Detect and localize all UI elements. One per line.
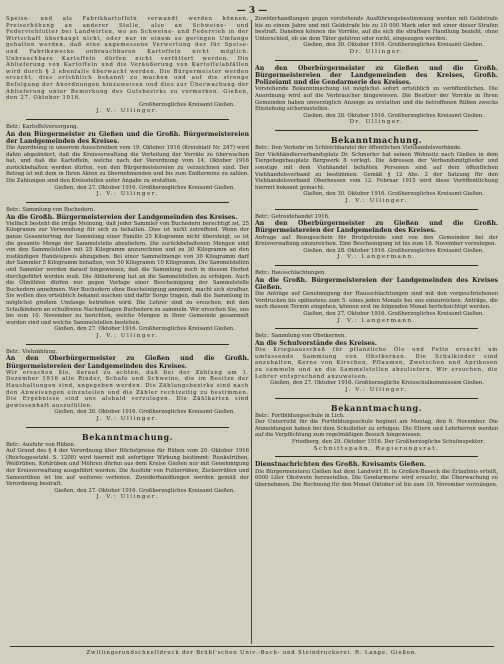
notice-text: Anfrage auf Bezugsschein für Brotgetreide sind von den Gemeinden bei der Kreisverwaltung einzureichen. Eine Bescheinigung ist bis zum 18. November vorzulegen. bbox=[255, 234, 498, 248]
notice-left-3 bbox=[6, 207, 249, 340]
separator bbox=[26, 427, 229, 428]
notice-subject: Betr.: Fortbildungsschule in Lich. bbox=[255, 412, 345, 419]
notice-left-4 bbox=[6, 349, 249, 423]
notice-signer: J. V.: Ullinger. bbox=[345, 197, 408, 204]
notice-headline: An den Oberbürgermeister zu Gießen und die Großh. Bürgermeistereien der Landgemeinden des Kreises. bbox=[255, 220, 498, 235]
notice-right-8 bbox=[255, 461, 498, 488]
notice-headline: Dienstnachrichten des Großh. Kreisamts Gießen. bbox=[255, 461, 426, 469]
separator bbox=[26, 344, 229, 345]
notice-subject: Betr.: Viehzählung. bbox=[6, 348, 58, 355]
notice-title: Bekanntmachung. bbox=[330, 402, 423, 413]
notice-headline: An den Oberbürgermeister zu Gießen und die Großh. Bürgermeistereien der Landgemeinden des Kreises. bbox=[6, 355, 249, 370]
separator bbox=[275, 209, 478, 210]
notice-signer: J. V.: Ullinger. bbox=[96, 415, 159, 422]
notice-left-1 bbox=[6, 16, 249, 115]
notice-sign: Gießen, den 27. Oktober 1916. Großherzogliche Kreisschulkommission Gießen. bbox=[270, 380, 484, 387]
notice-signer: J. V.: Ullinger. bbox=[96, 494, 159, 501]
notice-title: Bekanntmachung. bbox=[81, 431, 174, 442]
separator bbox=[26, 202, 229, 203]
page-number: — 3 — bbox=[236, 6, 268, 16]
separator bbox=[275, 398, 478, 399]
notice-sign: Gießen, den 30. Oktober 1916. Großherzogliches Kreisamt Gießen. bbox=[303, 112, 484, 119]
notice-signer: Dr. Ullinger. bbox=[349, 48, 404, 55]
notice-headline: An die Großh. Bürgermeistereien der Landgemeinden des Kreises. bbox=[6, 213, 238, 221]
notice-headline: An die Großh. Bürgermeistereien der Landgemeinden des Kreises Gießen. bbox=[255, 276, 498, 292]
notice-sign: Gießen, den 30. Oktober 1916. Großherzogliches Kreisamt Gießen. bbox=[54, 409, 235, 416]
right-column bbox=[255, 16, 498, 644]
notice-right-3 bbox=[255, 135, 498, 205]
notice-right-6 bbox=[255, 333, 498, 393]
notice-subject: Betr.: Den Verkehr im Schleichhandel der öffentlichen Viehhandelsverbände. bbox=[255, 145, 462, 152]
notice-subject: Betr.: Kartoffelversorgung. bbox=[6, 124, 79, 131]
notice-right-4 bbox=[255, 214, 498, 262]
separator bbox=[275, 265, 478, 266]
notice-left-5 bbox=[6, 432, 249, 502]
notice-signer: J. V.: Ullinger. bbox=[345, 386, 408, 393]
footer-rule bbox=[10, 646, 494, 647]
notice-subject: Betr.: Sammlung von Obstkernen. bbox=[255, 333, 347, 340]
notice-subject: Betr.: Getreidehandel 1916. bbox=[255, 213, 330, 220]
notice-sign: Gießen, den 30. Oktober 1916. Großherzogliches Kreisamt Gießen. bbox=[303, 191, 484, 198]
notice-text: Der Viehhändlerverbandsplatz Dr. Schmerler hat seinen Wohnsitz nach Gießen in dem Tiergehegebauplatz Bergwerk 8 verlegt. Die Adressen der Verbandsmitglieder und sonstige mit dem Viehhandel befaßten Personen sind auf dem öffentlichen Viehhandelsverband zu bestimmen. Gemäß § 12 Abs. 2 der Satzung für den Viehhandelsverband Oberhessen vom 12. Februar 1915 wird diese Veröffentlichung hiermit bekannt gemacht. bbox=[255, 151, 498, 191]
notice-signer: J. V.: Ullinger. bbox=[96, 191, 159, 198]
notice-text: Vorstehende Bekanntmachung ist möglichst sofort ortsüblich zu veröffentlichen. Die Anordnung wird auf die Verbraucher hingewiesen. Die Besitzer der Vorräte in Ihren Gemeinden haben unverzüglich Anzeige zu erstatten und die betroffenen Rüben zwecks Einziehung sicherzustellen. bbox=[255, 86, 498, 113]
notice-signer: J. V.: Langermann. bbox=[337, 254, 416, 261]
notice-sign: Gießen, den 27. Oktober 1916. Großherzogliches Kreisamt Gießen. bbox=[54, 184, 235, 191]
notice-right-7 bbox=[255, 403, 498, 453]
notice-text: Die Anträge auf Genehmigung der Hausschlachtungen sind mit den vorgeschriebenen Vordrucken bis spätestens zum 5. eines jeden Monats bei uns einzureichen. Anträge, die nach diesem Termin eingehen, können erst im folgenden Monat berücksichtigt werden. bbox=[255, 291, 498, 311]
notice-sign: Gießen, den 27. Oktober 1916. Großherzogliches Kreisamt Gießen. bbox=[303, 311, 484, 318]
notice-signer: Schnittspahn, Regierungsrat. bbox=[313, 445, 440, 452]
notice-text: Der Unterricht für die Fortbildungsschule beginnt am Montag, den 6. November. Die Anmeldungen haben bei dem Schulleiter zu erfolgen. Die Eltern und Lehrherren werden auf die Verpflichtung zum regelmäßigen Besuch hingewiesen. bbox=[255, 419, 498, 439]
separator bbox=[275, 130, 478, 131]
notice-right-5 bbox=[255, 270, 498, 324]
notice-text: Die Anordnung in unserem Ausschreiben vom 19. Oktober 1916 (Kreisblatt Nr. 247) wird dahin abgeändert, daß die Kreisverwaltung die Verteilung der Vorräte zu überwachen hat, und daß die Kartoffeln, welche nach der Verordnung vom 14. Oktober 1916 zurückbehalten werden dürfen, von den Bürgermeistereien zu verzeichnen sind. Der Betrag ist mit dem in Ihren Akten zu übernehmenden und bis zum Endtermine zu zahlen. Die Zahlungen sind den Kreisstellen unter Angabe zu erstatten. bbox=[6, 145, 249, 185]
notice-sign: Friedberg, den 29. Oktober 1916. Der Großherzogliche Schulinspektor. bbox=[291, 438, 484, 445]
separator bbox=[275, 456, 478, 457]
separator bbox=[26, 119, 229, 120]
notice-text: Die Kriegsausschuß für pflanzliche Öle und Fette ersucht um umfassende Sammlung von Obstkernen. Die Schulkinder sind anzuhalten, Kerne von Kirschen, Pflaumen, Zwetschen und Aprikosen zu sammeln und an die Sammelstellen abzuliefern. Wir ersuchen, die Lehrer entsprechend anzuweisen. bbox=[255, 347, 498, 380]
notice-sign: Gießen, den 27. Oktober 1916. Großherzogliches Kreisamt Gießen. bbox=[54, 487, 235, 494]
notice-title: Bekanntmachung. bbox=[330, 135, 423, 146]
notice-signer: J. V.: Langermann. bbox=[337, 317, 416, 324]
notice-subject: Betr.: Hausschlachtungen. bbox=[255, 270, 327, 277]
notice-text: Speise- und als Fabrikkartoffeln verwandt werden können. Preiserhöhung an anderer Stelle, also an Schweine- und Federviehfutter bei Landwirten, wo an Schweine- und Federvieh in der Wirtschaft überhaupt nicht, oder nur in einem so geringen Umfange gehalten werden, daß eine angemessene Verwertung der für Speise- und Fabrikzwecke unbrauchbaren Kartoffeln nicht möglich. Unbrauchbare Kartoffeln dürfen nicht verfüttert werden. Die Ablieferung von Kartoffeln und die Veräußerung von Kartoffelabfällen wird durch § 3 ebenfalls überwacht werden. Die Bürgermeister werden ersucht, dies ortsüblich bekannt zu machen und auf die strenge Befolgung der Anordnungen hinzuweisen und dies zur Überwachung der Ablieferung unter Bemerkung des Gutsbezirks zu vermerken. Gießen, den 27. Oktober 1916. bbox=[6, 16, 249, 102]
notice-headline: An die Schulvorstände des Kreises. bbox=[255, 340, 377, 348]
separator bbox=[275, 328, 478, 329]
notice-sign: Gießen, den 30. Oktober 1916. Großherzogliches Kreisamt Gießen. bbox=[303, 42, 484, 49]
printer-footer: Zwillingsrundschnelldruck der Brühl'schen Univ.-Buch- und Steindruckerei. R. Lange, Gießen. bbox=[86, 650, 418, 656]
notice-text: Zuwiderhandlungen gegen vorstehende Ausführungsbestimmung werden mit Geldstrafe bis zu einem Jahre und mit Geldstrafe bis zu 10 000 Mark oder mit einer dieser Strafen bestraft. Daneben können die Vorräte, auf die sich die strafbare Handlung bezieht, ohne Unterschied, ob sie dem Täter gehören oder nicht, eingezogen werden. bbox=[255, 16, 498, 42]
notice-headline: An den Bürgermeister zu Gießen und die Großh. Bürgermeistereien der Landgemeinden des Kreises. bbox=[6, 130, 249, 145]
notice-signer: J. V.: Ullinger. bbox=[96, 332, 159, 339]
notice-headline: An den Oberbürgermeister zu Gießen und die Großh. Bürgermeistereien der Landgemeinden des Kreises, Großh. Polizeiamt und die Gendarmerie des Kreises. bbox=[255, 64, 498, 87]
notice-text: Vielfach besteht die irrige Meinung, daß jeder Sammler von Buchedern berechtigt ist, 25 Kilogramm zur Verwendung für sich zu behalten. Dies ist nicht zutreffend. Wenn der ganze Gesamtertrag der Sammlung einer Familie 25 Kilogramm nicht übersteigt, so ist die gesamte Menge der Sammelstelle abzuliefern. Die zurückbehaltenen Mengen sind von den Sammelstellen mit 25 Kilogramm anzurechnen und zu 30 Kilogramm an den zuständigen Handelspreis abzugeben. Bei einer Sammelmenge von 30 Kilogramm darf der Sammler 5 Kilogramm behalten, von 50 Kilogramm 10 Kilogramm. Die Sammelstellen und Sammler werden darauf hingewiesen, daß die Sammlung noch in diesem Herbst durchgeführt werden muß. Die Ablieferung hat an die Sammelstellen zu erfolgen. Auch die Ölmühlen dürfen nur gegen Vorlage einer Bescheinigung der Sammelstelle Buchedern annehmen. Wer Buchedern ohne Bescheinigung annimmt, macht sich strafbar. Sie wollen dies ortsüblich bekannt machen und dafür Sorge tragen, daß die Sammlung in möglichst großem Umfange betrieben wird. Die Lehrer sind zu ersuchen, mit den Schulkindern an schulfreien Nachmittagen Buchedern zu sammeln. Wir ersuchen Sie, uns bis zum 10. November zu berichten, welche Mengen in Ihrer Gemeinde gesammelt worden sind und welche Sammelstellen bestehen. bbox=[6, 220, 249, 326]
notice-subject: Betr.: Sammlung von Buchedern. bbox=[6, 207, 95, 214]
notice-signer: Dr. Ullinger. bbox=[349, 119, 404, 126]
notice-left-2 bbox=[6, 124, 249, 198]
notice-text: Die Bürgermeisterei Gießen hat dem Landwirt H. in Großen-Buseck die Erlaubnis erteilt, 6000 Liter Obstwein herzustellen. Die Gendarmerie wird ersucht, die Überwachung zu übernehmen. Die Rechnung für den Monat Oktober ist bis zum 10. November vorzulegen. bbox=[255, 468, 498, 488]
left-column bbox=[6, 16, 249, 644]
notice-sign: Gießen, den 28. Oktober 1916. Großherzogliches Kreisamt Gießen. bbox=[303, 247, 484, 254]
notice-sign: Gießen, den 27. Oktober 1916. Großherzogliches Kreisamt Gießen. bbox=[54, 326, 235, 333]
notice-signer: J. V.: Ullinger. bbox=[96, 108, 159, 115]
separator bbox=[275, 60, 478, 61]
notice-text: Wir ersuchen Sie, darauf zu achten, daß bei der Zählung am 1. Dezember 1916 alle Rinder, Schafe und Schweine, die im Besitze der Haushaltungen sind, angegeben werden. Die Zählungsbezirke sind nach den Anweisungen einzuteilen und die Zähler rechtzeitig zu bestimmen. Die Ergebnisse sind uns alsbald vorzulegen. Die Zählkarten sind gewissenhaft auszufüllen. bbox=[6, 369, 249, 409]
notice-right-2 bbox=[255, 65, 498, 126]
columns bbox=[6, 16, 498, 644]
notice-sign: Großherzogliches Kreisamt Gießen. bbox=[138, 101, 235, 108]
notice-text: Auf Grund des § 4 der Verordnung über Höchstpreise für Rüben vom 20. Oktober 1916 (Reichsgesetzbl. S. 1208) wird hiermit mit sofortiger Wirkung bestimmt: Runkelrüben, Weißrüben, Kohlrüben und Möhren dürfen aus dem Kreise Gießen nur mit Genehmigung der Kreisverwaltung ausgeführt werden. Die Ausfuhr von Futterrüben, Zuckerrüben und Samenrüben ist bis auf weiteres verboten. Zuwiderhandlungen werden gemäß der Verordnung bestraft. bbox=[6, 448, 249, 488]
notice-right-1 bbox=[255, 16, 498, 56]
notice-subject: Betr.: Ausfuhr von Rüben. bbox=[6, 441, 76, 448]
